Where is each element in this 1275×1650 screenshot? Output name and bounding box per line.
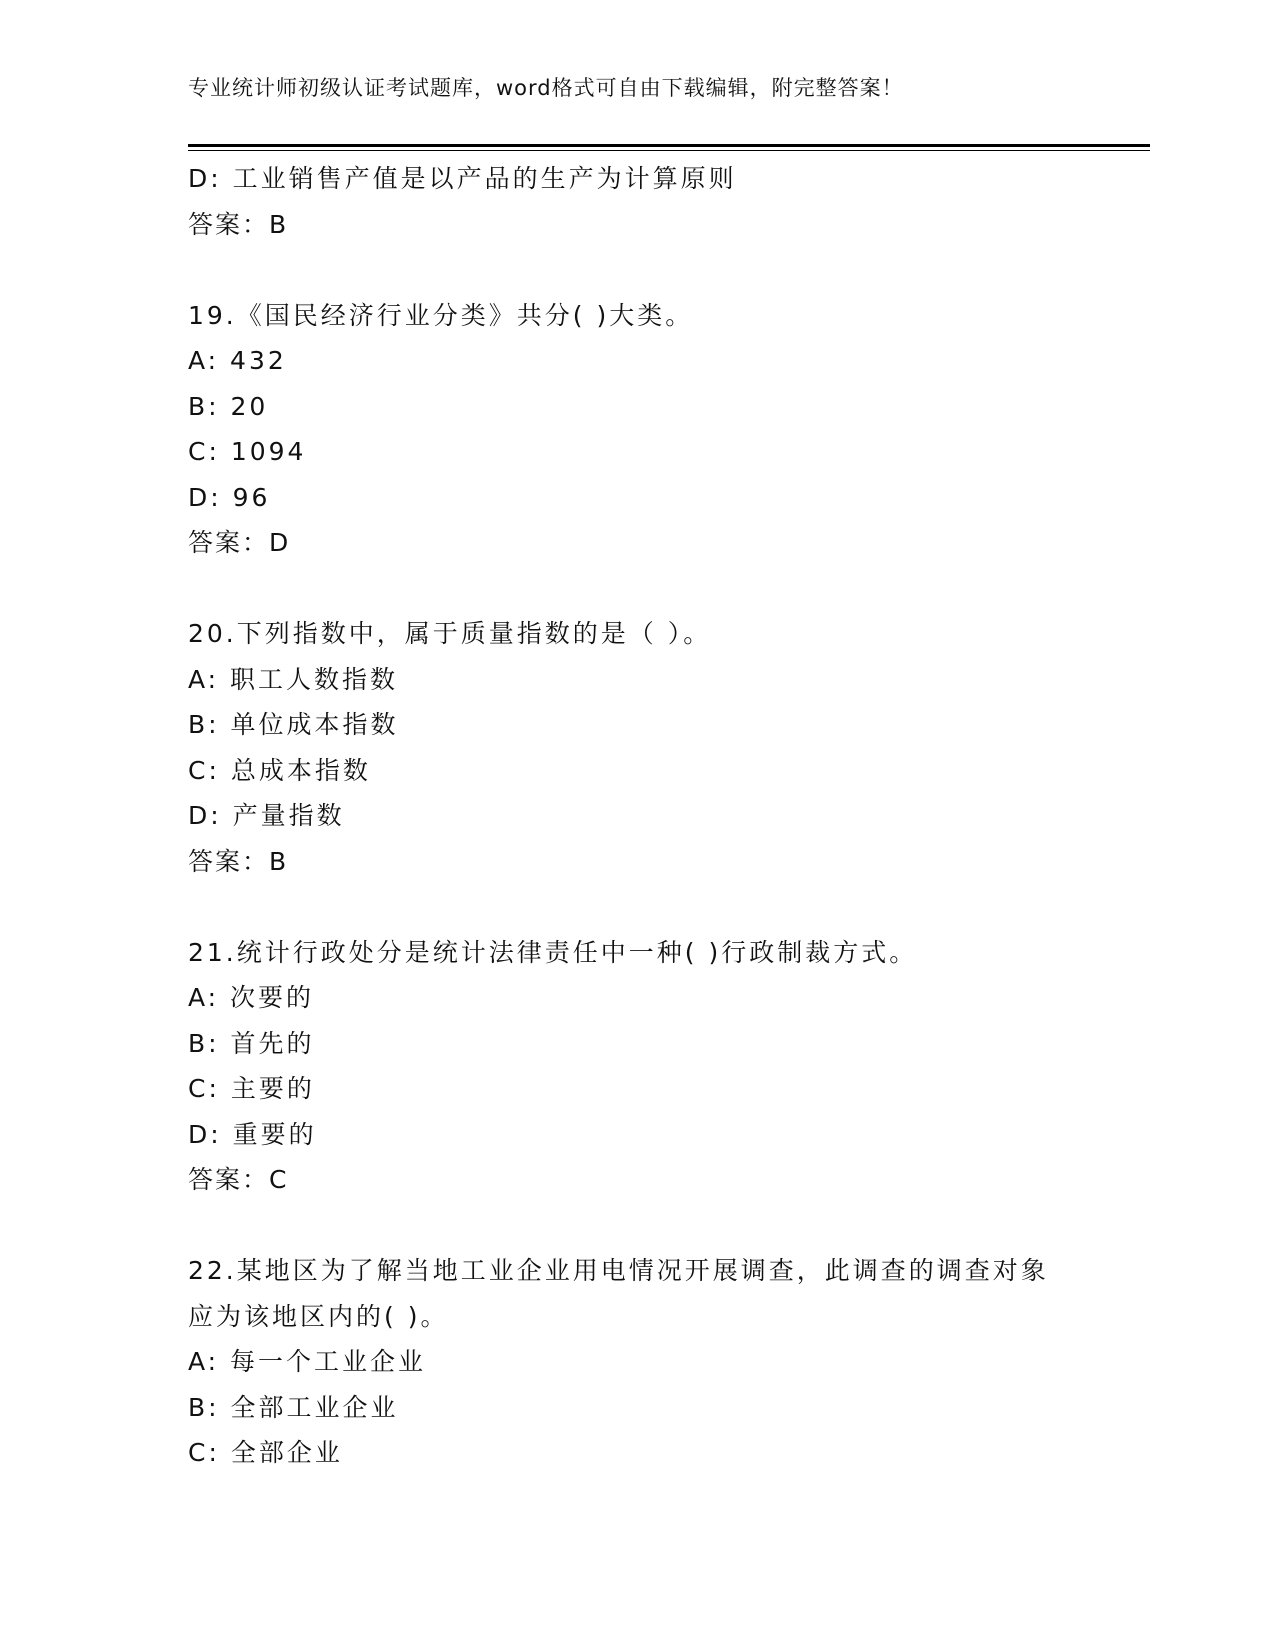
question-20 [188, 611, 1150, 884]
option-text: 职工人数指数 [230, 664, 399, 694]
option-label: C: [188, 437, 220, 466]
option-label: B: [188, 710, 220, 739]
option-c [188, 429, 1150, 475]
question-stem: 19.《国民经济行业分类》共分( )大类。 [188, 300, 694, 330]
question-stem: 20.下列指数中，属于质量指数的是（ ）。 [188, 619, 712, 648]
header-rule-thick [188, 144, 1150, 147]
option-text: 全部企业 [230, 1438, 343, 1467]
option-label: C: [188, 1074, 220, 1103]
option-label: B: [188, 391, 220, 421]
option-label: A: [188, 346, 220, 375]
option-d [188, 793, 1150, 839]
option-d [188, 156, 1150, 202]
answer-line: 答案：D [188, 528, 291, 557]
option-a [188, 657, 1150, 703]
option-text: 次要的 [230, 983, 315, 1012]
option-label: B: [188, 1392, 220, 1422]
option-text: 432 [230, 346, 287, 375]
option-d [188, 475, 1150, 521]
question-22 [188, 1248, 1150, 1476]
answer-line: 答案：C [188, 1165, 289, 1194]
option-label: C: [188, 1438, 220, 1467]
question-21 [188, 930, 1150, 1203]
option-label: D: [188, 164, 222, 193]
question-18-tail [188, 156, 1150, 247]
answer-line: 答案：B [188, 209, 289, 239]
option-text: 主要的 [230, 1074, 315, 1103]
question-stem: 21.统计行政处分是统计法律责任中一种( )行政制裁方式。 [188, 937, 918, 967]
option-label: D: [188, 482, 222, 512]
option-label: D: [188, 1119, 222, 1149]
option-text: 产量指数 [232, 801, 345, 830]
option-text: 96 [232, 482, 271, 512]
answer-line: 答案：B [188, 846, 289, 876]
option-label: A: [188, 664, 220, 694]
question-list [188, 156, 1150, 1476]
option-text: 首先的 [230, 1028, 315, 1058]
option-b [188, 1385, 1150, 1431]
question-19 [188, 293, 1150, 566]
option-label: B: [188, 1028, 220, 1058]
option-b [188, 702, 1150, 748]
option-text: 工业销售产值是以产品的生产为计算原则 [232, 164, 737, 193]
option-text: 20 [230, 391, 269, 421]
option-label: D: [188, 801, 222, 830]
option-d [188, 1112, 1150, 1158]
option-b [188, 1021, 1150, 1067]
option-text: 全部工业企业 [230, 1392, 399, 1422]
option-b [188, 384, 1150, 430]
option-text: 总成本指数 [230, 755, 371, 785]
option-text: 每一个工业企业 [230, 1347, 427, 1376]
question-stem-line-2: 应为该地区内的( )。 [188, 1301, 449, 1331]
option-c [188, 1430, 1150, 1476]
option-text: 重要的 [232, 1119, 317, 1149]
option-a [188, 975, 1150, 1021]
option-a [188, 1339, 1150, 1385]
option-label: C: [188, 755, 220, 785]
option-label: A: [188, 983, 220, 1012]
question-stem-line-1: 22.某地区为了解当地工业企业用电情况开展调查，此调查的调查对象 [188, 1256, 1049, 1285]
option-label: A: [188, 1347, 220, 1376]
header-rule-thin [188, 150, 1150, 151]
option-a [188, 338, 1150, 384]
option-c [188, 1066, 1150, 1112]
option-text: 单位成本指数 [230, 710, 399, 739]
page-header: 专业统计师初级认证考试题库，word格式可自由下载编辑，附完整答案！ [188, 76, 904, 100]
option-c [188, 748, 1150, 794]
option-text: 1094 [230, 437, 307, 466]
